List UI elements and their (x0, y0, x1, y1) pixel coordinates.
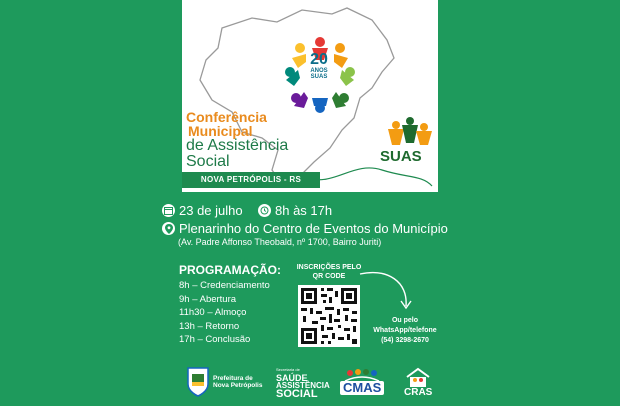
saude-assistencia-logo (276, 364, 330, 400)
conference-subtitle (186, 138, 288, 170)
suas-logo-icon (378, 115, 438, 175)
date-row (162, 203, 243, 218)
location-pin-icon (162, 222, 175, 235)
cmas-logo (340, 364, 384, 400)
clock-icon (258, 204, 271, 217)
saude-line4: SOCIAL (276, 388, 318, 400)
list-item: 17h – Conclusão (179, 334, 251, 345)
calendar-icon (162, 204, 175, 217)
cras-logo (404, 364, 432, 400)
qr-label-line2: QR CODE (312, 273, 346, 280)
qr-label-line1: INSCRIÇÕES PELO (296, 264, 362, 271)
suas-logo-text: SUAS (380, 148, 422, 165)
event-date: 23 de julho (179, 203, 243, 218)
badge-suas: SUAS (310, 74, 328, 80)
venue-row (162, 221, 448, 236)
list-item: 9h – Abertura (179, 293, 237, 305)
qr-label (294, 263, 364, 281)
phone-number[interactable]: (54) 3298-2670 (381, 337, 429, 344)
event-time: 8h às 17h (275, 203, 333, 218)
subtitle-line2: Social (186, 153, 230, 170)
list-item: 11h30 – Almoço (179, 307, 247, 318)
saude-line3: ASSISTÊNCIA (276, 381, 330, 390)
event-poster (182, 0, 438, 192)
qr-code-icon[interactable] (298, 285, 360, 347)
badge-number: 20 (310, 51, 328, 68)
prefeitura-logo (186, 364, 262, 400)
event-venue: Plenarinho do Centro de Eventos do Município (179, 221, 448, 236)
saude-line1: Secretaria de (276, 367, 300, 372)
20-anos-suas-badge (299, 52, 339, 80)
saude-line2: SAÚDE (276, 373, 308, 383)
time-row (258, 203, 332, 218)
subtitle-line1: de Assistência (186, 137, 289, 154)
title-line1: Conferência (186, 109, 267, 125)
prefeitura-line2: Nova Petrópolis (213, 382, 263, 389)
city-bar: NOVA PETRÓPOLIS - RS (182, 172, 320, 188)
conference-title (186, 110, 267, 138)
title-line2: Municipal (188, 123, 253, 139)
coat-of-arms-icon (186, 366, 210, 398)
list-item: 13h – Retorno (179, 320, 240, 332)
event-address: (Av. Padre Affonso Theobald, nº 1700, Bairro Juriti) (178, 237, 382, 247)
cras-house-icon (405, 367, 431, 387)
programacao-list (179, 279, 270, 347)
badge-anos: ANOS (310, 68, 328, 74)
prefeitura-line1: Prefeitura de (213, 375, 253, 382)
or-line2: WhatsApp/telefone (373, 327, 437, 334)
arrow-curve-icon (358, 268, 418, 314)
list-item: 8h – Credenciamento (179, 280, 270, 291)
cmas-text: CMAS (340, 381, 384, 395)
cras-text: CRAS (404, 386, 433, 398)
programacao-title: PROGRAMAÇÃO: (179, 263, 281, 277)
whatsapp-info (365, 316, 445, 346)
or-line1: Ou pelo (391, 317, 419, 324)
